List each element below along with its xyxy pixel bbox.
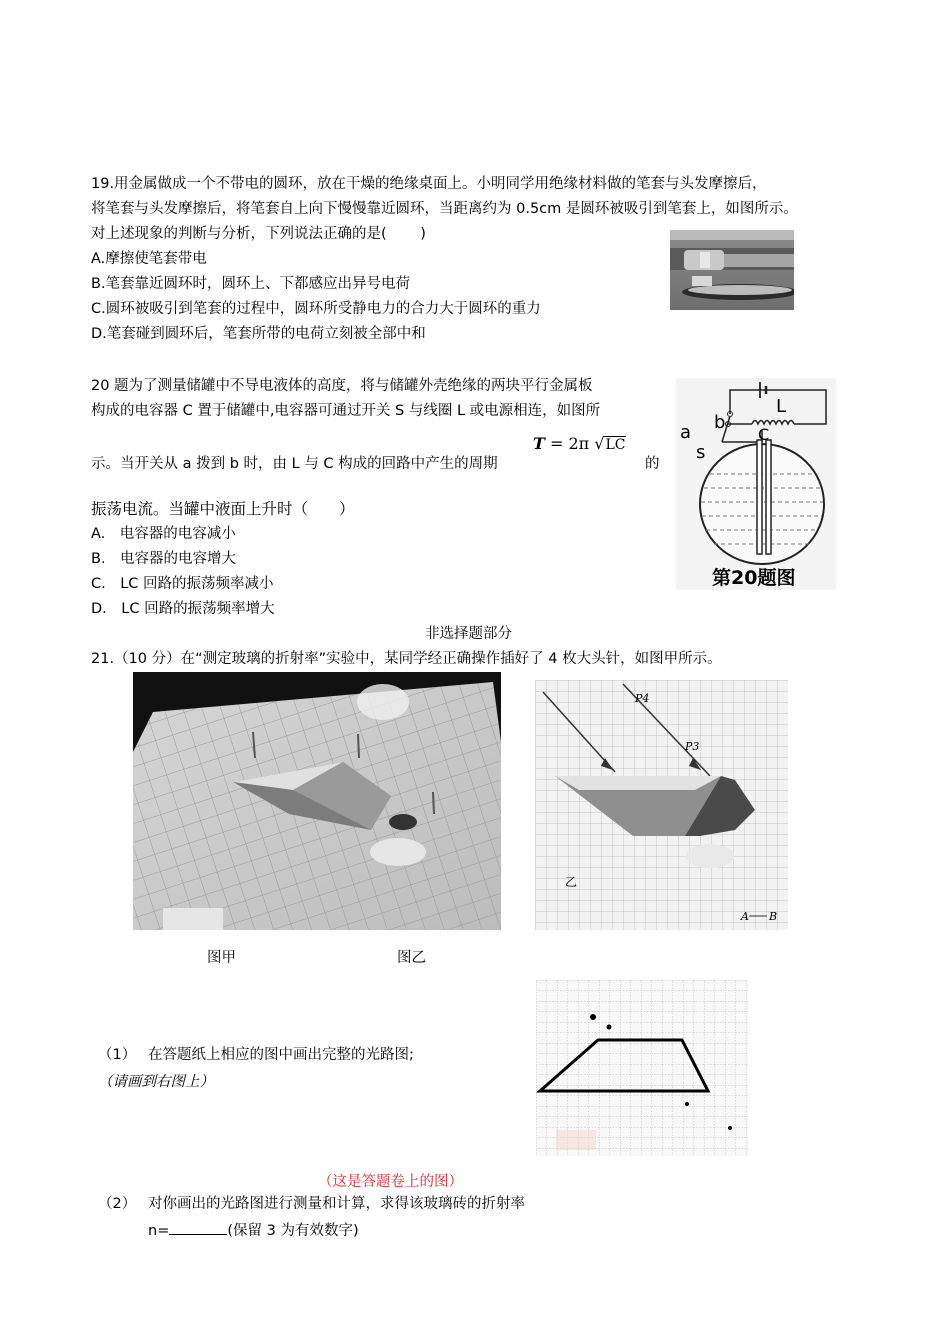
q20-option-b: B. 电容器的电容增大 — [91, 551, 237, 567]
q19-option-b: B.笔套靠近圆环时，圆环上、下都感应出异号电荷 — [91, 276, 411, 292]
q20-line-4: 振荡电流。当罐中液面上升时（ ） — [91, 500, 355, 518]
q20-fig-caption: 第20题图 — [712, 567, 796, 589]
section-title: 非选择题部分 — [425, 626, 512, 642]
q20-line-2: 构成的电容器 C 置于储罐中,电容器可通过开关 S 与线圈 L 或电源相连，如图所 — [91, 403, 601, 419]
part1-text: 在答题纸上相应的图中画出完整的光路图; — [148, 1047, 414, 1063]
label-s: s — [696, 442, 706, 463]
formula-eq: = 2π — [544, 434, 595, 453]
caption-yi: 图乙 — [397, 950, 426, 966]
caption-jia: 图甲 — [207, 950, 236, 966]
part2-answer-line — [148, 1220, 359, 1241]
part2-answer-suffix: (保留 3 为有效数字) — [227, 1223, 359, 1239]
formula-root: LC — [605, 437, 626, 453]
part1-note: （请画到右图上） — [98, 1074, 214, 1090]
q19-option-a: A.摩擦使笔套带电 — [91, 251, 207, 267]
part2-answer-prefix: n= — [148, 1223, 170, 1239]
q20-circuit-figure — [676, 378, 836, 590]
label-p4: P4 — [635, 692, 650, 705]
q19-line-3: 对上述现象的判断与分析，下列说法正确的是( ) — [91, 226, 426, 242]
label-a: a — [680, 422, 692, 443]
q20-line-1: 20 题为了测量储罐中不导电液体的高度，将与储罐外壳绝缘的两块平行金属板 — [91, 378, 593, 394]
q19-photo — [670, 230, 794, 310]
q19-line-2: 将笔套与头发摩擦后，将笔套自上向下慢慢靠近圆环，当距离约为 0.5cm 是圆环被吸引到笔套上，如图所示。 — [91, 201, 798, 217]
q19-option-c: C.圆环被吸引到笔套的过程中，圆环所受静电力的合力大于圆环的重力 — [91, 301, 541, 317]
label-p3: P3 — [685, 740, 700, 753]
part2-text: 对你画出的光路图进行测量和计算，求得该玻璃砖的折射率 — [148, 1196, 525, 1212]
answer-figure-caption: （这是答题卷上的图） — [318, 1174, 463, 1190]
part1-number: （1） — [98, 1047, 137, 1063]
period-formula: T = 2π √LC — [533, 434, 626, 453]
figure-yi-grid — [535, 680, 788, 930]
q20-option-c: C. LC 回路的振荡频率减小 — [91, 576, 274, 592]
q19-option-d: D.笔套碰到圆环后，笔套所带的电荷立刻被全部中和 — [91, 326, 426, 342]
q20-option-d: D. LC 回路的振荡频率增大 — [91, 601, 275, 617]
label-a-point: A — [741, 910, 749, 923]
part2-number: （2） — [98, 1196, 137, 1212]
label-b-point: B — [769, 910, 778, 923]
q20-line-3-end: 的 — [645, 456, 660, 472]
label-yi: 乙 — [565, 875, 578, 889]
figure-jia-photo — [133, 672, 501, 930]
label-c: C — [758, 425, 770, 444]
answer-sheet-figure — [536, 980, 748, 1156]
q19-line-1: 19.用金属做成一个不带电的圆环，放在干燥的绝缘桌面上。小明同学用绝缘材料做的笔套与头发摩擦后， — [91, 176, 767, 192]
label-l: L — [776, 396, 787, 417]
q20-line-3: 示。当开关从 a 拨到 b 时，由 L 与 C 构成的回路中产生的周期 — [91, 456, 498, 472]
label-b: b — [714, 412, 726, 433]
formula-t: T — [533, 434, 545, 453]
q20-option-a: A. 电容器的电容减小 — [91, 526, 236, 542]
q21-line-1: 21.（10 分）在“测定玻璃的折射率”实验中，某同学经正确操作插好了 4 枚大头针，如图甲所示。 — [91, 651, 722, 667]
answer-blank[interactable] — [169, 1220, 227, 1235]
